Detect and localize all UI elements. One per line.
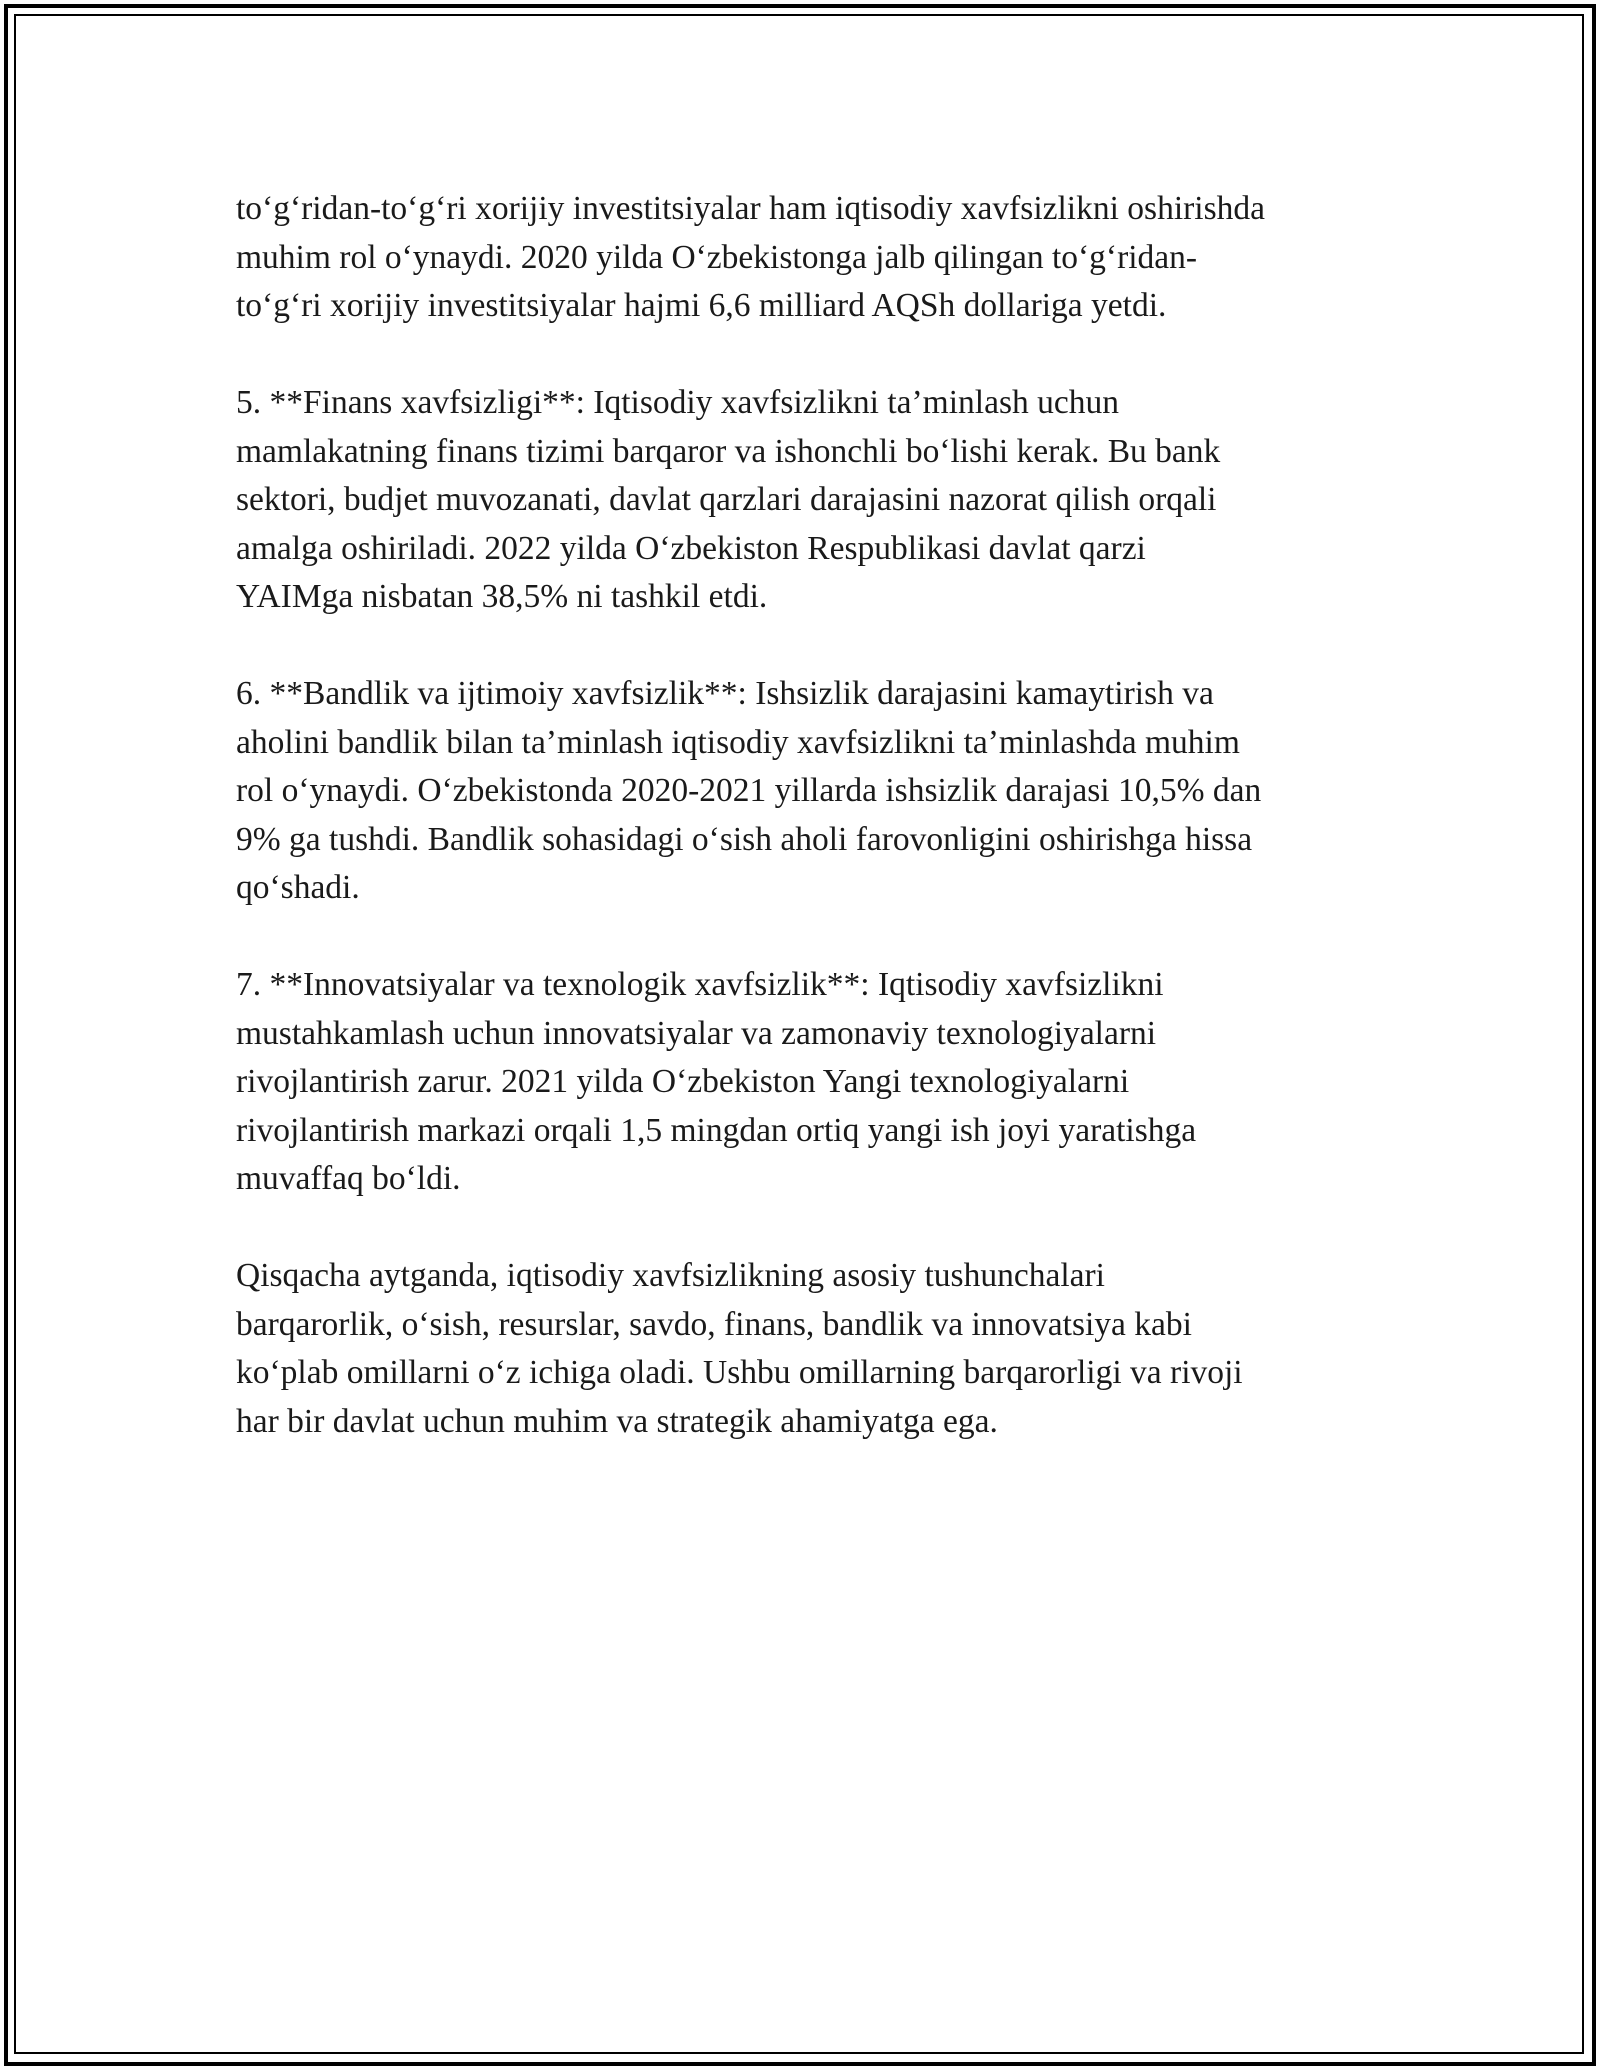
text-line: 9% ga tushdi. Bandlik sohasidagi o‘sish aholi farovonligini oshirishga hissa xyxy=(236,820,1253,858)
text-line: muvaffaq bo‘ldi. xyxy=(236,1160,461,1197)
text-line: mustahkamlash uchun innovatsiyalar va zamonaviy texnologiyalarni xyxy=(236,1014,1157,1052)
text-line: 6. **Bandlik va ijtimoiy xavfsizlik**: Ishsizlik darajasini kamaytirish va xyxy=(236,675,1214,712)
text-line: har bir davlat uchun muhim va strategik ahamiyatga ega. xyxy=(236,1402,998,1440)
text-line: mamlakatning finans tizimi barqaror va ishonchli bo‘lishi kerak. Bu bank xyxy=(236,432,1221,470)
document-body xyxy=(236,185,1386,1495)
text-line: rol o‘ynaydi. O‘zbekistonda 2020-2021 yillarda ishsizlik darajasi 10,5% dan xyxy=(236,772,1262,809)
text-line: 5. **Finans xavfsizligi**: Iqtisodiy xavfsizlikni ta’minlash uchun xyxy=(236,384,1119,421)
text-line: barqarorlik, o‘sish, resurslar, savdo, finans, bandlik va innovatsiya kabi xyxy=(236,1305,1192,1343)
paragraph-conclusion xyxy=(236,1252,1386,1446)
text-line: qo‘shadi. xyxy=(236,869,360,906)
text-line: rivojlantirish markazi orqali 1,5 mingdan ortiq yangi ish joyi yaratishga xyxy=(236,1111,1197,1149)
text-line: to‘g‘ridan-to‘g‘ri xorijiy investitsiyalar ham iqtisodiy xavfsizlikni oshirishda xyxy=(236,190,1266,227)
text-line: ko‘plab omillarni o‘z ichiga oladi. Ushbu omillarning barqarorligi va rivoji xyxy=(236,1354,1243,1391)
text-line: to‘g‘ri xorijiy investitsiyalar hajmi 6,6 milliard AQSh dollariga yetdi. xyxy=(236,287,1167,324)
text-line: muhim rol o‘ynaydi. 2020 yilda O‘zbekistonga jalb qilingan to‘g‘ridan- xyxy=(236,238,1198,276)
paragraph-innovation-security xyxy=(236,961,1386,1204)
text-line: aholini bandlik bilan ta’minlash iqtisodiy xavfsizlikni ta’minlashda muhim xyxy=(236,723,1240,761)
text-line: YAIMga nisbatan 38,5% ni tashkil etdi. xyxy=(236,578,768,615)
paragraph-fdi xyxy=(236,185,1386,331)
text-line: 7. **Innovatsiyalar va texnologik xavfsizlik**: Iqtisodiy xavfsizlikni xyxy=(236,966,1164,1003)
text-line: amalga oshiriladi. 2022 yilda O‘zbekiston Respublikasi davlat qarzi xyxy=(236,529,1146,567)
paragraph-employment-security xyxy=(236,670,1386,913)
text-line: rivojlantirish zarur. 2021 yilda O‘zbekiston Yangi texnologiyalarni xyxy=(236,1063,1130,1100)
text-line: sektori, budjet muvozanati, davlat qarzlari darajasini nazorat qilish orqali xyxy=(236,481,1217,518)
text-line: Qisqacha aytganda, iqtisodiy xavfsizlikning asosiy tushunchalari xyxy=(236,1257,1105,1294)
paragraph-finance-security xyxy=(236,379,1386,622)
